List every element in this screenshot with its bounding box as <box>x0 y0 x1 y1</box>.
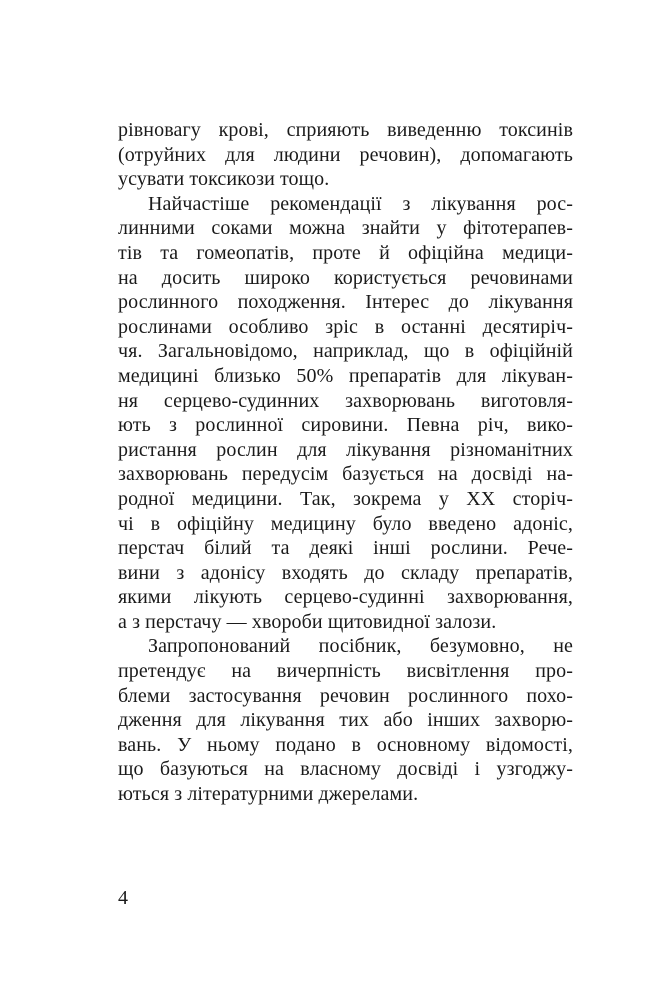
text-line: ня серцево-судинних захворювань виготовля- <box>118 389 573 412</box>
text-line: претендує на вичерпність висвітлення про- <box>118 660 573 683</box>
paragraph-end-line: усувати токсикози тощо. <box>118 168 330 191</box>
text-line: рослинного походження. Інтерес до лікування <box>118 291 573 314</box>
text-line: на досить широко користується речовинами <box>118 266 573 289</box>
page-number: 4 <box>118 887 128 909</box>
text-line: вини з адонісу входять до складу препаратів, <box>118 561 573 584</box>
text-line: медицині близько 50% препаратів для лікуван- <box>118 364 573 387</box>
text-line: якими лікують серцево-судинні захворювання, <box>118 586 573 609</box>
text-line: дження для лікування тих або інших захворю- <box>118 709 573 732</box>
text-line: чі в офіційну медицину було введено адоніс, <box>118 512 573 535</box>
text-line: ристання рослин для лікування різноманітних <box>118 438 573 461</box>
text-line: родної медицини. Так, зокрема у XX сторіч- <box>118 487 573 510</box>
text-line: тів та гомеопатів, проте й офіційна медици- <box>118 241 573 264</box>
text-line: блеми застосування речовин рослинного похо- <box>118 684 573 707</box>
text-line: чя. Загальновідомо, наприклад, що в офіційній <box>118 340 573 363</box>
text-line: що базуються на власному досвіді і узгоджу- <box>118 758 573 781</box>
paragraph-end-line: а з перстачу — хвороби щитовидної залози. <box>118 610 497 633</box>
paragraph-start-line: Запропонований посібник, безумовно, не <box>148 635 573 658</box>
text-line: (отруйних для людини речовин), допомагають <box>118 143 573 166</box>
text-line: рівновагу крові, сприяють виведенню токсинів <box>118 119 573 141</box>
text-line: линними соками можна знайти у фітотерапев- <box>118 217 573 240</box>
page-body-text <box>118 118 573 807</box>
text-line: ють з рослинної сировини. Певна річ, вико- <box>118 414 573 437</box>
paragraph-start-line: Найчастіше рекомендації з лікування рос- <box>148 192 573 215</box>
text-line: перстач білий та деякі інші рослини. Рече- <box>118 537 573 560</box>
text-line: захворювань передусім базується на досвіді на- <box>118 463 573 486</box>
paragraph-end-line: ються з літературними джерелами. <box>118 783 419 806</box>
text-line: рослинами особливо зріс в останні десятиріч- <box>118 315 573 338</box>
text-line: вань. У ньому подано в основному відомості, <box>118 733 573 756</box>
